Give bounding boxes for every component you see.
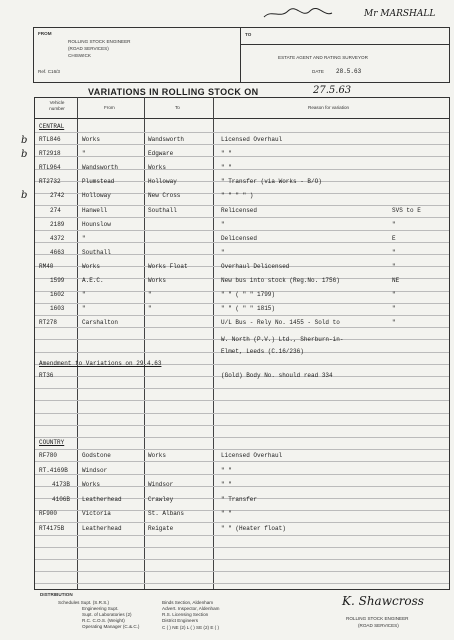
reason: " " (221, 466, 232, 474)
ruled-line (35, 535, 449, 536)
col-divider-2 (144, 97, 145, 589)
header-left-border (33, 27, 34, 83)
vehicle-number: 1603 (50, 305, 65, 313)
col-divider-1 (77, 97, 78, 589)
reason: " " (221, 481, 232, 489)
from-depot: Godstone (82, 452, 111, 459)
amendment-text: (Gold) Body No. should read 334 (221, 372, 333, 379)
signature: K. Shawcross (342, 594, 424, 608)
from-depot: Hounslow (82, 220, 111, 228)
to-label: TO (245, 32, 252, 37)
vehicle-number: RT278 (39, 319, 58, 327)
reason: " " (221, 164, 232, 172)
dist-left-2: Engineering Supt. (82, 606, 119, 611)
vehicle-number: RT.4169B (39, 466, 68, 474)
vehicle-number: 4372 (50, 234, 65, 242)
reason: " " ( " " 1815) (221, 305, 276, 313)
from-depot: " (82, 305, 86, 313)
reason: New bus into stock (Reg.No. 1756) (221, 277, 340, 284)
from-depot: Carshalton (82, 319, 119, 327)
vehicle-number: RTL964 (39, 164, 61, 172)
to-depot: Edgware (148, 150, 174, 158)
ruled-line (35, 144, 449, 145)
tick-mark: b (21, 190, 28, 201)
reason: " " (221, 510, 232, 518)
to-depot: Wandsworth (148, 136, 185, 143)
header-right-border (449, 27, 450, 83)
table-bottom-border (34, 589, 450, 590)
tick-mark: b (21, 135, 28, 146)
col-header-vehicle: Vehicle number (49, 100, 65, 111)
ruled-line (35, 132, 449, 133)
vehicle-number: 4173B (52, 481, 71, 489)
ruled-line (35, 217, 449, 218)
from-depot: Leatherhead (82, 525, 122, 532)
vehicle-number: RF780 (39, 452, 58, 459)
vehicle-number: 4106B (52, 495, 71, 503)
country-heading: COUNTRY (39, 439, 65, 446)
ruled-line (35, 156, 449, 157)
dist-right-5: C ( ) NE (2) L ( ) SE (2) E ( ) (162, 625, 219, 630)
title-date: 27.5.63 (313, 85, 352, 96)
reason-code: " (392, 319, 396, 327)
reason: " " ( " " 1799) (221, 291, 276, 299)
date-label: DATE (312, 69, 324, 74)
header-to-rule (241, 44, 449, 45)
vehicle-number: 2742 (50, 192, 65, 200)
from-label: FROM (38, 31, 52, 36)
from-depot: Hanwell (82, 206, 108, 214)
vehicle-number: RT2918 (39, 150, 61, 158)
reason: " Transfer (via Works - B/O) (221, 178, 322, 186)
reason-code: " (392, 262, 396, 270)
to-depot: St. Albans (148, 510, 185, 518)
ruled-line (35, 400, 449, 401)
vehicle-number: 1599 (50, 277, 65, 284)
handwritten-addressee: Mr MARSHALL (364, 9, 436, 19)
vehicle-number: 274 (50, 206, 61, 214)
dist-left-4: R.C. C.O.S. (Weight) (82, 618, 125, 623)
from-depot: Works (82, 262, 101, 270)
table-header-rule (34, 118, 450, 119)
dist-right-1: Binds Section, Aldenham (162, 600, 214, 605)
reference: Ref. C16/3 (38, 69, 60, 74)
ruled-line (35, 522, 449, 523)
vehicle-number: RT4175B (39, 525, 65, 532)
to-depot: Works (148, 164, 167, 172)
amendment-vehicle: RT36 (39, 372, 54, 379)
ruled-line (35, 449, 449, 450)
to-depot: " (148, 305, 152, 313)
dist-left-5: Operating Manager (C.&.C.) (82, 624, 140, 629)
date-value: 28.5.63 (336, 68, 362, 75)
vehicle-number: RF900 (39, 510, 58, 518)
reason-code: " (392, 291, 396, 299)
from-depot: Victoria (82, 510, 111, 518)
to-depot: Works (148, 277, 167, 284)
vehicle-number: 1602 (50, 291, 65, 299)
reason: Relicensed (221, 206, 258, 214)
to-depot: Windsor (148, 481, 174, 489)
ruled-line (35, 437, 449, 438)
reason-code: SVS to E (392, 206, 421, 214)
from-line-1: ROLLING STOCK ENGINEER (68, 39, 131, 44)
reason: Delicensed (221, 234, 258, 242)
dist-right-3: R.S. Licensing Section (162, 612, 209, 617)
vehicle-number: 4663 (50, 248, 65, 256)
reason: " " (221, 150, 232, 158)
to-value: ESTATE AGENT AND RATING SURVEYOR (278, 55, 368, 60)
to-depot: Crawley (148, 495, 174, 503)
header-top-border (33, 27, 450, 28)
from-depot: Works (82, 481, 101, 489)
to-depot: Southall (148, 206, 177, 214)
ruled-line (35, 547, 449, 548)
col-header-from: From (104, 105, 115, 110)
from-depot: Southall (82, 248, 111, 256)
to-depot: Reigate (148, 525, 174, 532)
dist-left-1: Schedules Supt. (S.R.S.) (58, 600, 110, 605)
reason-code: " (392, 248, 396, 256)
reason: U/L Bus - Rely No. 1455 - Sold to (221, 319, 340, 327)
scribble-mark (262, 7, 352, 21)
sign-title-1: ROLLING STOCK ENGINEER (346, 616, 409, 621)
from-depot: Leatherhead (82, 495, 122, 503)
dist-right-2: Advert. Inspector, Aldenham (162, 606, 220, 611)
ruled-line (35, 474, 449, 475)
vehicle-number: RTL846 (39, 136, 61, 143)
header-divider (240, 27, 241, 83)
ruled-line (35, 315, 449, 316)
ruled-line (35, 425, 449, 426)
ruled-line (35, 303, 449, 304)
amendment-heading: Amendment to Variations on 29.4.63 (39, 360, 162, 367)
from-depot: Plumstead (82, 178, 115, 186)
to-depot: New Cross (148, 192, 181, 200)
reason: " Transfer (221, 495, 258, 503)
to-depot: " (148, 291, 152, 299)
to-depot: Works (148, 452, 167, 459)
sign-title-2: (ROAD SERVICES) (358, 623, 399, 628)
col-header-to: To (175, 105, 180, 110)
from-depot: " (82, 291, 86, 299)
reason-code: " (392, 305, 396, 313)
handwritten-scribble (262, 7, 352, 24)
to-depot: Holloway (148, 178, 177, 186)
ruled-line (35, 230, 449, 231)
reason: Licensed Overhaul (221, 452, 283, 459)
vehicle-number: RM40 (39, 262, 54, 270)
ruled-line (35, 461, 449, 462)
reason: Licensed Overhaul (221, 136, 283, 143)
reason-code: " (392, 220, 396, 228)
vehicle-number: RT2732 (39, 178, 61, 186)
ruled-line (35, 559, 449, 560)
col-divider-3 (213, 97, 214, 589)
sold-to-line-2: Elmet, Leeds (C.16/236) (221, 348, 304, 355)
from-depot: Windsor (82, 466, 108, 474)
reason: Overhaul Delicensed (221, 262, 290, 270)
to-depot: Works Float (148, 262, 188, 270)
from-depot: " (82, 234, 86, 242)
ruled-line (35, 242, 449, 243)
reason: " (221, 220, 225, 228)
dist-right-4: District Engineers (162, 618, 198, 623)
ruled-line (35, 413, 449, 414)
table-left-border (34, 97, 35, 589)
reason: " (221, 248, 225, 256)
table-right-border (449, 97, 450, 589)
tick-mark: b (21, 149, 28, 160)
from-depot: A.E.C. (82, 277, 104, 284)
reason-code: E (392, 234, 396, 242)
ruled-line (35, 327, 449, 328)
reason: " " (Heater float) (221, 525, 286, 532)
reason: " " " " ) (221, 192, 254, 200)
sold-to-line-1: W. North (P.V.) Ltd., Sherburn-in- (221, 336, 344, 343)
table-top-border (34, 97, 450, 98)
col-header-reason: Reason for variation (308, 105, 350, 110)
ruled-line (35, 571, 449, 572)
from-depot: " (82, 150, 86, 158)
from-line-2: (ROAD SERVICES) (68, 46, 109, 51)
from-depot: Works (82, 136, 101, 143)
page-title: VARIATIONS IN ROLLING STOCK ON (88, 87, 259, 97)
ruled-line (35, 583, 449, 584)
from-depot: Wandsworth (82, 164, 119, 172)
distribution-label: DISTRIBUTION (40, 592, 73, 597)
from-depot: Holloway (82, 192, 111, 200)
from-line-3: CHISWICK (68, 53, 91, 58)
ruled-line (35, 388, 449, 389)
central-heading: CENTRAL (39, 123, 65, 130)
dist-left-3: Supt. of Laboratories (2) (82, 612, 132, 617)
vehicle-number: 2189 (50, 220, 65, 228)
header-bottom-border (33, 82, 450, 83)
reason-code: NE (392, 277, 400, 284)
